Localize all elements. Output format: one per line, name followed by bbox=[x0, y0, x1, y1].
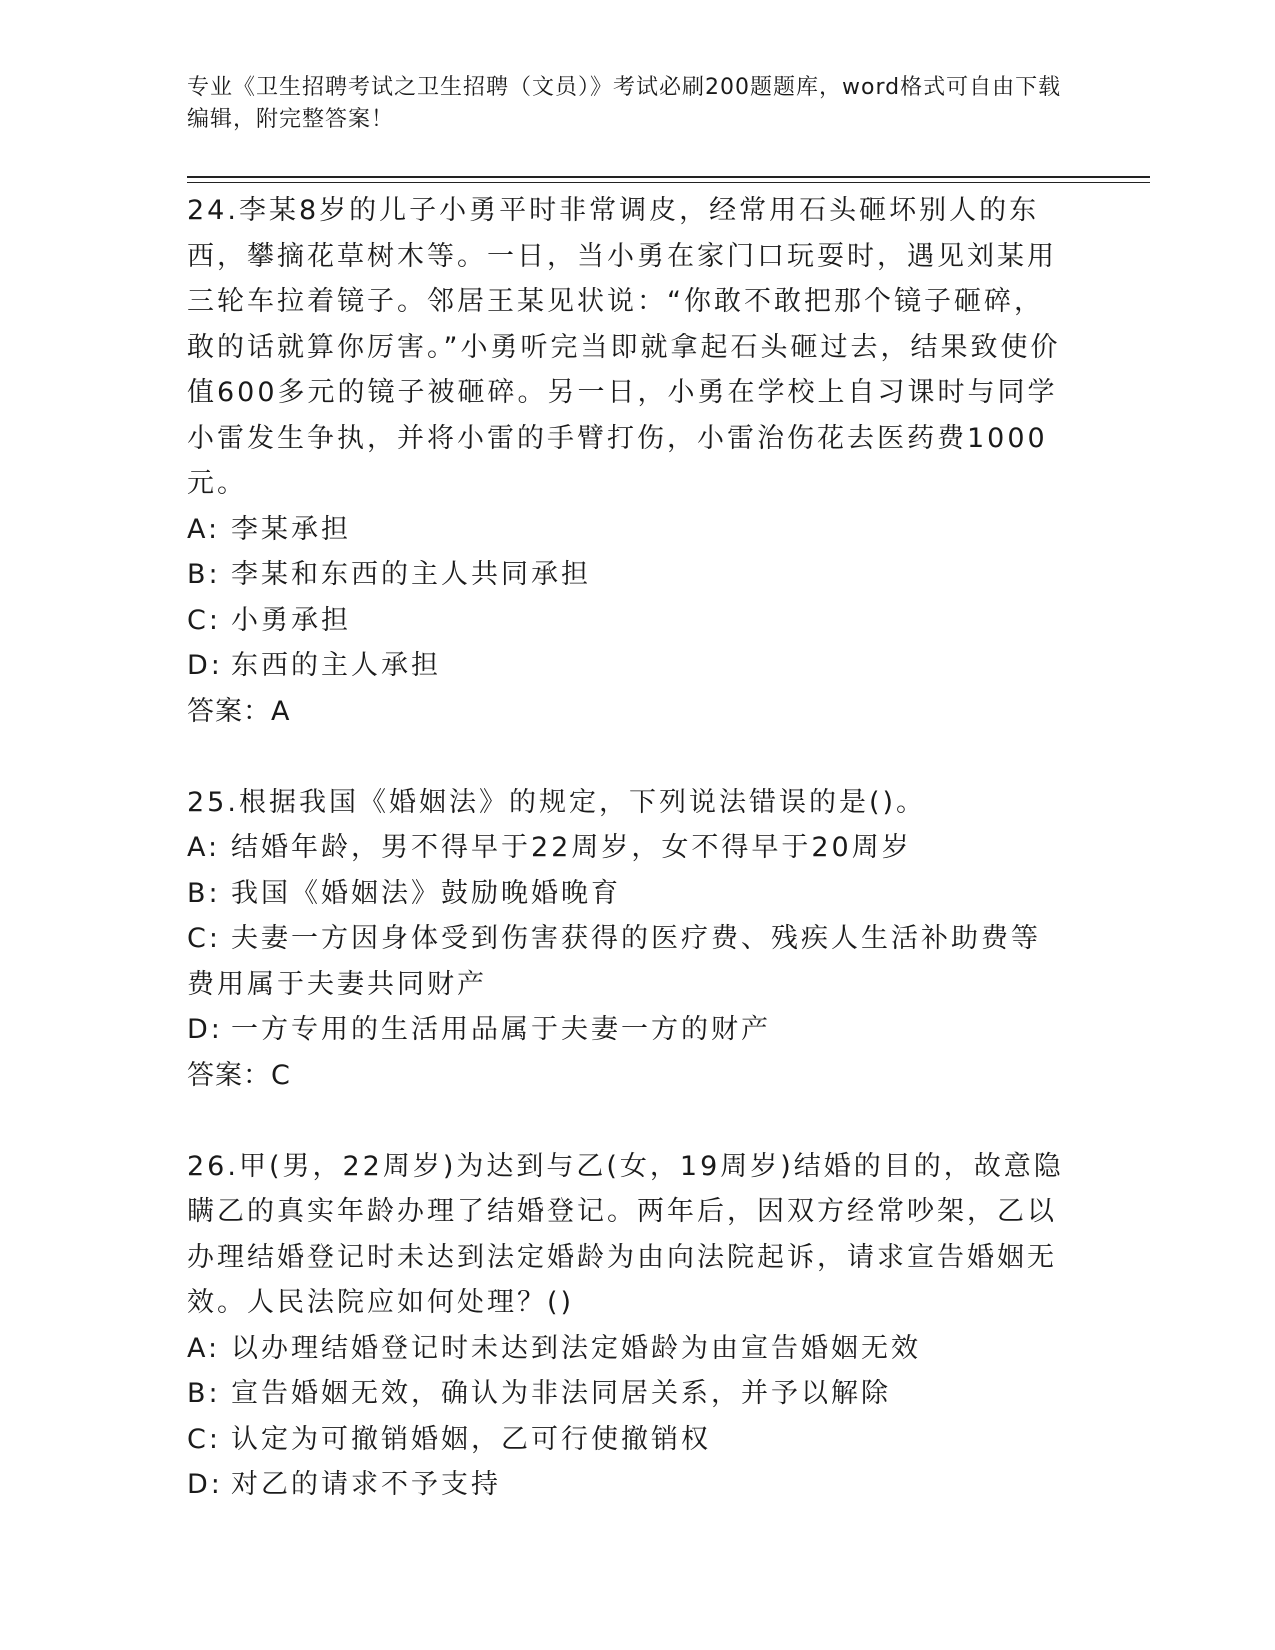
option-text: 李某承担 bbox=[231, 513, 351, 545]
question-25 bbox=[187, 780, 1067, 1099]
option-c bbox=[187, 598, 1067, 644]
option-key: D: bbox=[187, 1469, 223, 1500]
option-text: 我国《婚姻法》鼓励晚婚晚育 bbox=[231, 877, 621, 909]
option-d bbox=[187, 1007, 1067, 1053]
option-c bbox=[187, 1417, 1067, 1463]
option-text: 认定为可撤销婚姻，乙可行使撤销权 bbox=[231, 1423, 711, 1455]
question-list bbox=[187, 188, 1067, 1508]
option-text: 以办理结婚登记时未达到法定婚龄为由宣告婚姻无效 bbox=[231, 1332, 921, 1364]
option-b bbox=[187, 871, 1067, 917]
question-stem: 24.李某8岁的儿子小勇平时非常调皮，经常用石头砸坏别人的东西，攀摘花草树木等。一日，当小勇在家门口玩耍时，遇见刘某用三轮车拉着镜子。邻居王某见状说：“你敢不敢把那个镜子砸碎，敢的话就算你厉害。”小勇听完当即就拿起石头砸过去，结果致使价值600多元的镜子被砸碎。另一日，小勇在学校上自习课时与同学小雷发生争执，并将小雷的手臂打伤，小雷治伤花去医药费1000元。 bbox=[187, 195, 1061, 499]
option-text: 结婚年龄，男不得早于22周岁，女不得早于20周岁 bbox=[231, 832, 912, 863]
option-d bbox=[187, 643, 1067, 689]
option-d bbox=[187, 1462, 1067, 1508]
option-key: D: bbox=[187, 1014, 223, 1045]
option-text: 宣告婚姻无效，确认为非法同居关系，并予以解除 bbox=[231, 1378, 891, 1409]
option-key: D: bbox=[187, 650, 223, 681]
option-a bbox=[187, 507, 1067, 553]
option-key: C: bbox=[187, 923, 221, 954]
question-26 bbox=[187, 1144, 1067, 1508]
option-a bbox=[187, 825, 1067, 871]
option-key: C: bbox=[187, 604, 221, 636]
question-stem: 26.甲(男，22周岁)为达到与乙(女，19周岁)结婚的目的，故意隐瞒乙的真实年龄办理了结婚登记。两年后，因双方经常吵架，乙以办理结婚登记时未达到法定婚龄为由向法院起诉，请求宣告婚姻无效。人民法院应如何处理？() bbox=[187, 1150, 1064, 1318]
option-text: 李某和东西的主人共同承担 bbox=[231, 559, 591, 590]
question-24 bbox=[187, 188, 1067, 734]
option-text: 小勇承担 bbox=[231, 604, 351, 636]
option-b bbox=[187, 1371, 1067, 1417]
option-a bbox=[187, 1326, 1067, 1372]
answer-line: 答案：A bbox=[187, 695, 291, 727]
option-key: A: bbox=[187, 513, 221, 545]
option-text: 东西的主人承担 bbox=[231, 650, 441, 681]
option-b bbox=[187, 552, 1067, 598]
option-text: 一方专用的生活用品属于夫妻一方的财产 bbox=[231, 1014, 771, 1045]
option-c bbox=[187, 916, 1067, 1007]
option-key: B: bbox=[187, 877, 221, 909]
option-key: A: bbox=[187, 832, 221, 863]
option-key: B: bbox=[187, 1378, 221, 1409]
option-key: A: bbox=[187, 1332, 221, 1364]
answer-line: 答案：C bbox=[187, 1059, 291, 1091]
option-text: 对乙的请求不予支持 bbox=[231, 1469, 501, 1500]
header-divider-thin bbox=[187, 182, 1150, 183]
option-key: C: bbox=[187, 1423, 221, 1455]
question-stem: 25.根据我国《婚姻法》的规定，下列说法错误的是()。 bbox=[187, 786, 927, 818]
option-text: 夫妻一方因身体受到伤害获得的医疗费、残疾人生活补助费等费用属于夫妻共同财产 bbox=[187, 923, 1041, 1000]
page-header: 专业《卫生招聘考试之卫生招聘（文员）》考试必刷200题题库，word格式可自由下载编辑，附完整答案！ bbox=[187, 75, 1062, 132]
header-divider-thick bbox=[187, 176, 1150, 178]
option-key: B: bbox=[187, 559, 221, 590]
